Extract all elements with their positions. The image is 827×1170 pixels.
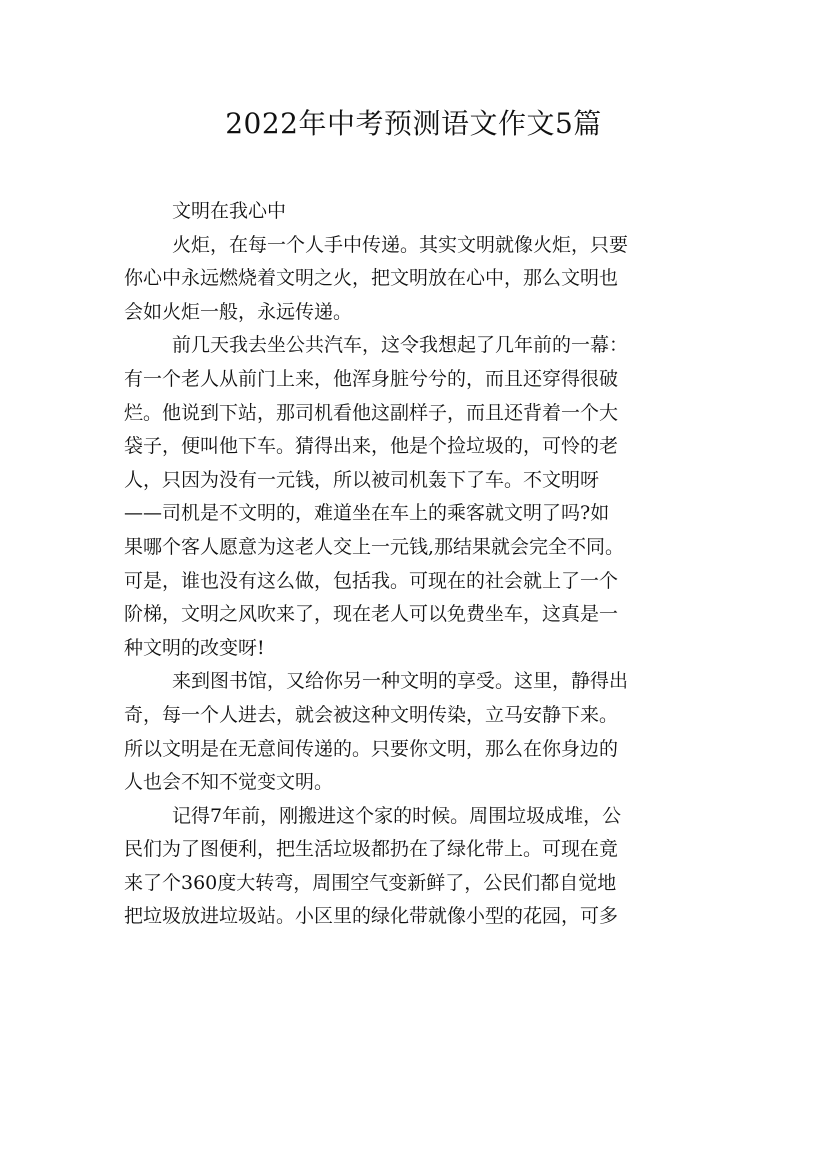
paragraph-line: 火炬，在每一个人手中传递。其实文明就像火炬，只要: [172, 233, 629, 256]
paragraph-line: 有一个老人从前门上来，他浑身脏兮兮的，而且还穿得很破: [124, 367, 619, 390]
paragraph-line: 所以文明是在无意间传递的。只要你文明，那么在你身边的: [124, 737, 619, 760]
paragraph-line: 民们为了图便利，把生活垃圾都扔在了绿化带上。可现在竟: [124, 838, 619, 861]
paragraph-line: 前几天我去坐公共汽车，这令我想起了几年前的一幕：: [172, 334, 629, 357]
paragraph: [124, 329, 710, 665]
paragraph-line: 人也会不知不觉变文明。: [124, 771, 334, 794]
document-title: 2022年中考预测语文作文5篇: [225, 107, 602, 140]
document-body: [124, 195, 710, 934]
paragraph: [124, 665, 710, 799]
paragraph-line: 你心中永远燃烧着文明之火，把文明放在心中，那么文明也: [124, 267, 619, 290]
paragraph-line: 果哪个客人愿意为这老人交上一元钱,那结果就会完全不同。: [124, 535, 625, 558]
paragraph-line: ——司机是不文明的，难道坐在车上的乘客就文明了吗?如: [124, 502, 610, 525]
paragraph-line: 奇，每一个人进去，就会被这种文明传染，立马安静下来。: [124, 703, 619, 726]
paragraph-line: 袋子，便叫他下车。猜得出来，他是个捡垃圾的，可怜的老: [124, 435, 619, 458]
paragraph-line: 来了个360度大转弯，周围空气变新鲜了，公民们都自觉地: [124, 871, 617, 894]
paragraph-line: 阶梯，文明之风吹来了，现在老人可以免费坐车，这真是一: [124, 603, 619, 626]
paragraph-line: 种文明的改变呀!: [124, 636, 265, 659]
paragraph-line: 记得7年前，刚搬进这个家的时候。周围垃圾成堆，公: [172, 804, 622, 827]
paragraph-line: 可是，谁也没有这么做，包括我。可现在的社会就上了一个: [124, 569, 619, 592]
section-heading: 文明在我心中: [172, 200, 287, 222]
paragraph-line: 会如火炬一般，永远传递。: [124, 300, 353, 323]
paragraph-line: 把垃圾放进垃圾站。小区里的绿化带就像小型的花园，可多: [124, 905, 619, 928]
paragraph-line: 烂。他说到下站，那司机看他这副样子，而且还背着一个大: [124, 401, 619, 424]
paragraph: [124, 800, 710, 934]
paragraph: [124, 229, 710, 330]
paragraph-line: 人，只因为没有一元钱，所以被司机轰下了车。不文明呀: [124, 468, 600, 491]
paragraph-line: 来到图书馆，又给你另一种文明的享受。这里，静得出: [172, 670, 629, 693]
